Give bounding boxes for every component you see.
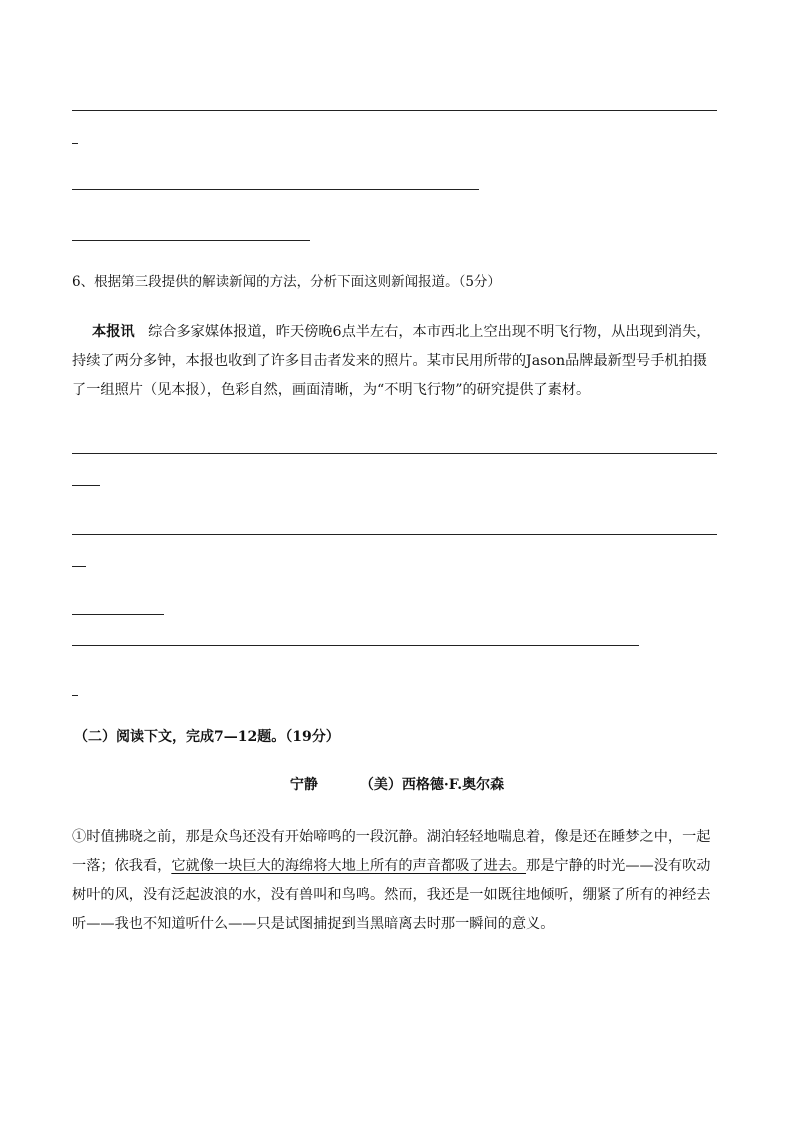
answer-line-7: [72, 645, 639, 646]
paragraph-1-underlined: 它就像一块巨大的海绵将大地上所有的声音都吸了进去。: [171, 858, 527, 874]
section-2-heading: （二）阅读下文，完成7—12题。（19分）: [74, 729, 340, 745]
question-6-prompt: 6、根据第三段提供的解读新闻的方法，分析下面这则新闻报道。（5分）: [72, 274, 501, 290]
article-title-line: [0, 774, 794, 794]
paragraph-1-text-a: ①时值拂晓之前，那是众鸟还没有开始啼鸣的一段沉静。湖泊轻轻地喘息着，像是还在睡梦之中，一起一落；依我看，: [72, 829, 711, 874]
article-title: 宁静: [289, 777, 318, 793]
answer-line-1-tail: [72, 143, 78, 144]
paragraph-1-text-b: 那是宁静的时光——没有吹动树叶的风，没有泛起波浪的水，没有兽叫和鸟鸣。然而，我还是一如既往地倾听，绷紧了所有的神经去听——我也不知道听什么——只是试图捕捉到当黑暗离去时那一瞬间的意义。: [72, 858, 711, 932]
answer-line-5: [72, 534, 717, 535]
news-lead: 本报讯: [92, 324, 135, 340]
news-body: 综合多家媒体报道，昨天傍晚6点半左右，本市西北上空出现不明飞行物，从出现到消失，持续了两分多钟，本报也收到了许多目击者发来的照片。某市民用所带的Jason品牌最新型号手机拍摄了一组照片（见本报），色彩自然，画面清晰，为“不明飞行物”的研究提供了素材。: [72, 324, 711, 398]
answer-line-1: [72, 110, 717, 111]
answer-line-6: [72, 614, 164, 615]
article-paragraph-1: [72, 823, 720, 939]
news-report: [72, 318, 720, 405]
answer-line-3: [72, 240, 310, 241]
answer-line-5-tail: [72, 566, 86, 567]
answer-line-4-tail: [72, 485, 100, 486]
answer-line-7-tail: [72, 695, 78, 696]
answer-line-4: [72, 453, 717, 454]
article-author: （美）西格德·F.奥尔森: [359, 777, 505, 793]
answer-line-2: [72, 189, 479, 190]
